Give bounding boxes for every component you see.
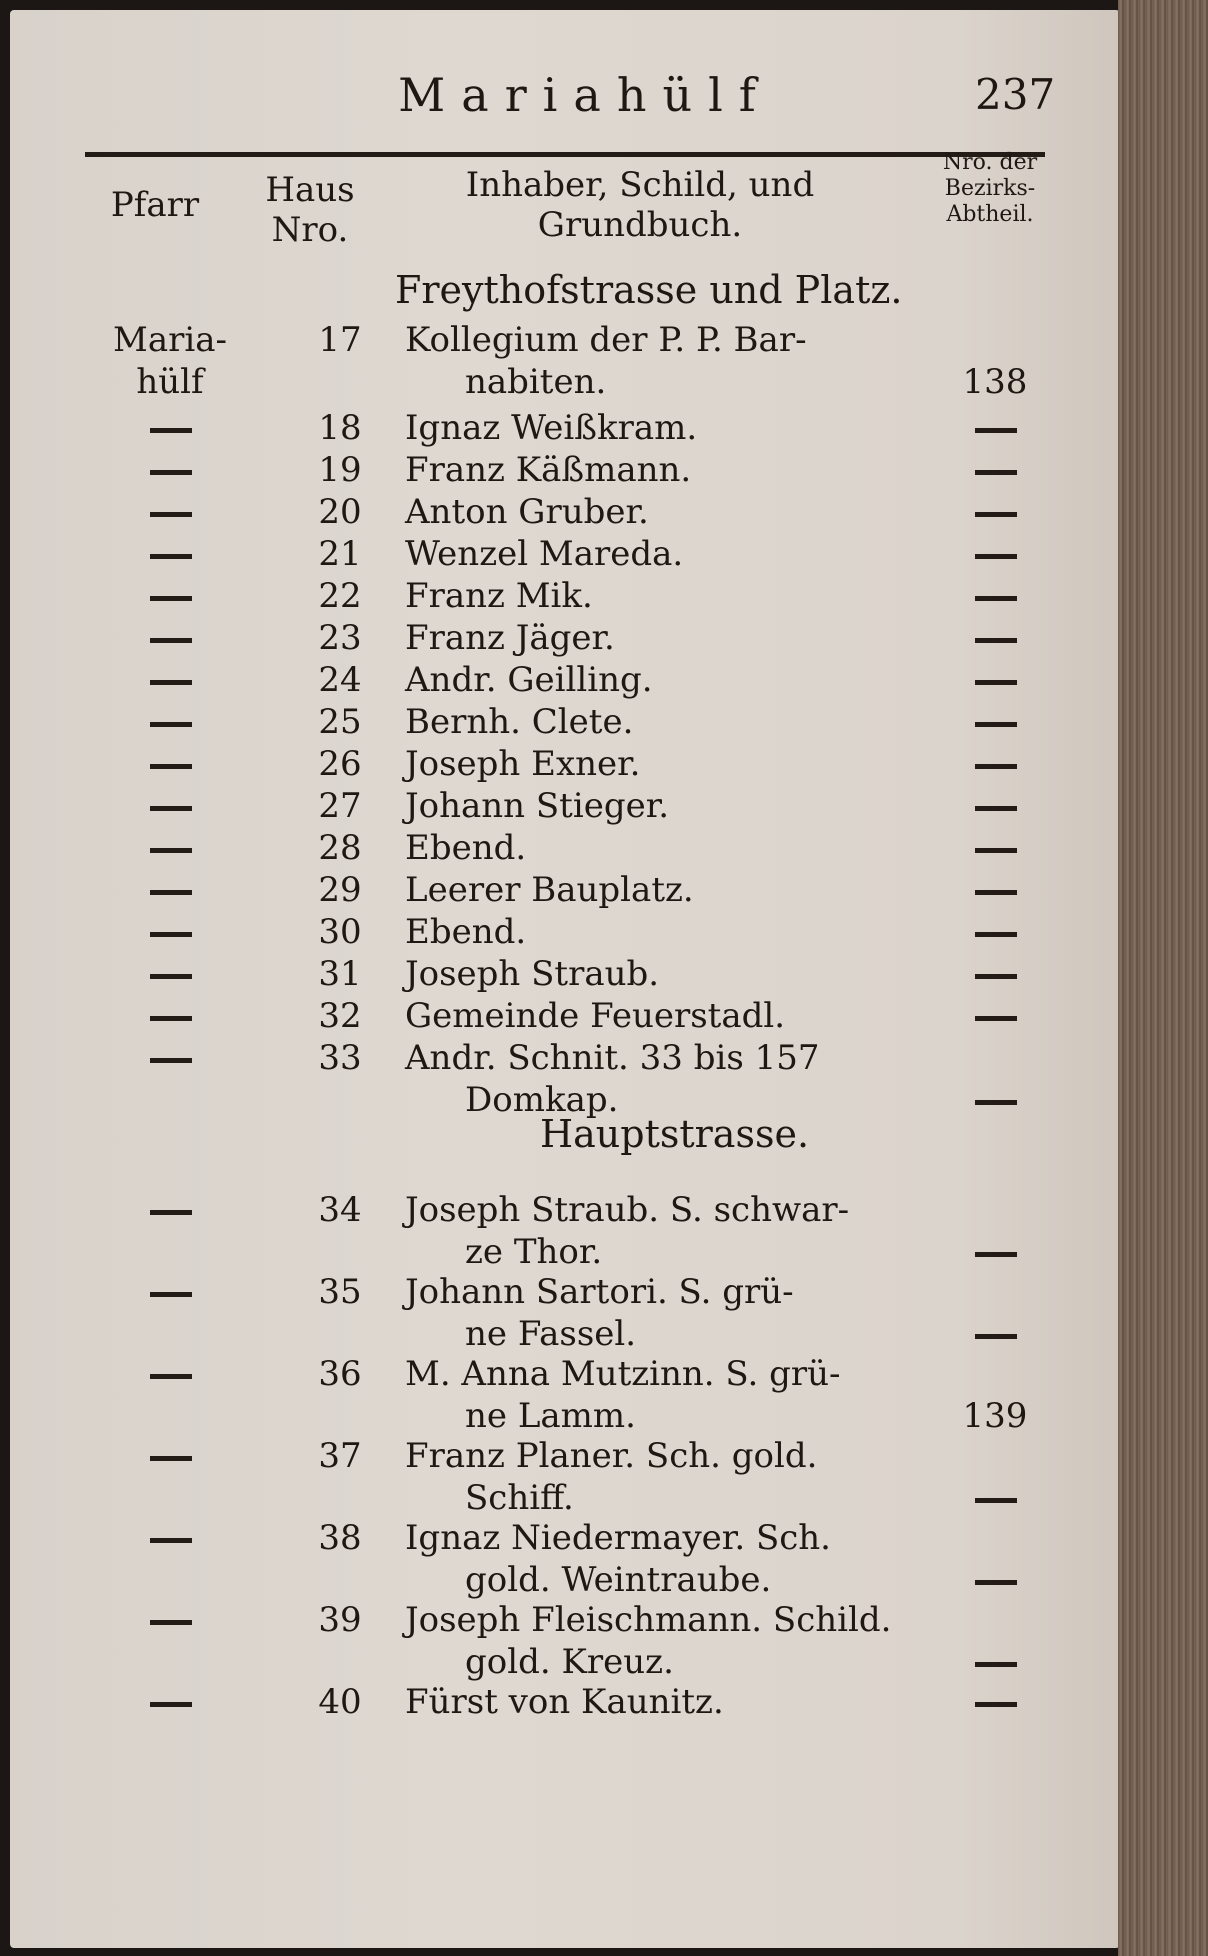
owner-name: Ignaz Niedermayer. Sch. — [405, 1518, 831, 1558]
house-number: 39 — [318, 1600, 362, 1640]
house-number: 22 — [318, 576, 362, 616]
pfarr-ditto-mark — [150, 596, 192, 601]
owner-name: Franz Jäger. — [405, 618, 615, 658]
owner-name: Ebend. — [405, 912, 527, 952]
bezirk-number: 138 — [962, 362, 1028, 402]
pfarr-ditto-mark — [150, 1016, 192, 1021]
owner-name: Leerer Bauplatz. — [405, 870, 694, 910]
owner-name: Franz Mik. — [405, 576, 593, 616]
house-number: 38 — [318, 1518, 362, 1558]
bezirk-ditto-mark — [975, 974, 1017, 979]
bezirk-ditto-mark — [975, 1100, 1017, 1105]
bezirk-ditto-mark — [975, 1662, 1017, 1667]
owner-name-continued: nabiten. — [465, 362, 607, 402]
house-number: 36 — [318, 1354, 362, 1394]
owner-name: Wenzel Mareda. — [405, 534, 684, 574]
pfarr-ditto-mark — [150, 1538, 192, 1543]
column-header-haus-nro: Haus Nro. — [265, 170, 355, 250]
owner-name: Joseph Fleischmann. Schild. — [405, 1600, 892, 1640]
owner-name: Andr. Geilling. — [405, 660, 653, 700]
owner-name-continued: ne Lamm. — [465, 1396, 636, 1436]
pfarr-ditto-mark — [150, 680, 192, 685]
column-header-inhaber: Inhaber, Schild, und Grundbuch. — [465, 165, 815, 245]
pfarr-ditto-mark — [150, 638, 192, 643]
pfarr-ditto-mark — [150, 470, 192, 475]
bezirk-ditto-mark — [975, 512, 1017, 517]
owner-name-continued: gold. Kreuz. — [465, 1642, 674, 1682]
owner-name: Bernh. Clete. — [405, 702, 634, 742]
column-header-pfarr: Pfarr — [110, 185, 200, 225]
pfarr-ditto-mark — [150, 806, 192, 811]
owner-name-continued: ze Thor. — [465, 1232, 603, 1272]
bezirk-ditto-mark — [975, 890, 1017, 895]
pfarr-ditto-mark — [150, 1292, 192, 1297]
house-number: 32 — [318, 996, 362, 1036]
pfarr-ditto-mark — [150, 428, 192, 433]
section-title-freythof: Freythofstrasse und Platz. — [395, 268, 903, 312]
pfarr-ditto-mark — [150, 848, 192, 853]
owner-name: Franz Planer. Sch. gold. — [405, 1436, 818, 1476]
pfarr-ditto-mark — [150, 764, 192, 769]
house-number: 21 — [318, 534, 362, 574]
house-number: 28 — [318, 828, 362, 868]
house-number: 27 — [318, 786, 362, 826]
book-edge — [1118, 0, 1208, 1956]
pfarr-ditto-mark — [150, 1702, 192, 1707]
owner-name: Andr. Schnit. 33 bis 157 — [405, 1038, 820, 1078]
bezirk-ditto-mark — [975, 1702, 1017, 1707]
house-number: 23 — [318, 618, 362, 658]
owner-name: Kollegium der P. P. Bar- — [405, 320, 807, 360]
owner-name: Gemeinde Feuerstadl. — [405, 996, 786, 1036]
house-number: 40 — [318, 1682, 362, 1722]
house-number: 18 — [318, 408, 362, 448]
pfarr-ditto-mark — [150, 1620, 192, 1625]
page-title: Mariahülf — [398, 68, 772, 122]
bezirk-ditto-mark — [975, 1334, 1017, 1339]
pfarr-cell-continued: hülf — [136, 362, 204, 402]
house-number: 25 — [318, 702, 362, 742]
owner-name: Ebend. — [405, 828, 527, 868]
owner-name: Franz Käßmann. — [405, 450, 692, 490]
bezirk-ditto-mark — [975, 596, 1017, 601]
house-number: 20 — [318, 492, 362, 532]
pfarr-cell: Maria- — [113, 320, 227, 360]
owner-name-continued: ne Fassel. — [465, 1314, 637, 1354]
bezirk-ditto-mark — [975, 1498, 1017, 1503]
owner-name: Joseph Straub. S. schwar- — [405, 1190, 850, 1230]
pfarr-ditto-mark — [150, 1058, 192, 1063]
house-number: 33 — [318, 1038, 362, 1078]
bezirk-ditto-mark — [975, 428, 1017, 433]
pfarr-ditto-mark — [150, 890, 192, 895]
bezirk-ditto-mark — [975, 680, 1017, 685]
house-number: 30 — [318, 912, 362, 952]
owner-name-continued: Domkap. — [465, 1080, 619, 1120]
house-number: 26 — [318, 744, 362, 784]
pfarr-ditto-mark — [150, 932, 192, 937]
bezirk-ditto-mark — [975, 848, 1017, 853]
owner-name-continued: Schiff. — [465, 1478, 574, 1518]
pfarr-ditto-mark — [150, 974, 192, 979]
bezirk-ditto-mark — [975, 806, 1017, 811]
bezirk-ditto-mark — [975, 932, 1017, 937]
bezirk-ditto-mark — [975, 764, 1017, 769]
bezirk-ditto-mark — [975, 554, 1017, 559]
pfarr-ditto-mark — [150, 722, 192, 727]
house-number: 31 — [318, 954, 362, 994]
bezirk-ditto-mark — [975, 1252, 1017, 1257]
house-number: 17 — [318, 320, 362, 360]
house-number: 19 — [318, 450, 362, 490]
section-title-hauptstrasse: Hauptstrasse. — [540, 1112, 810, 1156]
header-rule — [85, 152, 1045, 157]
column-header-bezirk: Nro. der Bezirks-Abtheil. — [942, 150, 1038, 227]
pfarr-ditto-mark — [150, 512, 192, 517]
bezirk-ditto-mark — [975, 638, 1017, 643]
pfarr-ditto-mark — [150, 554, 192, 559]
owner-name: Fürst von Kaunitz. — [405, 1682, 724, 1722]
house-number: 29 — [318, 870, 362, 910]
owner-name: Johann Sartori. S. grü- — [405, 1272, 794, 1312]
bezirk-number: 139 — [962, 1396, 1028, 1436]
house-number: 34 — [318, 1190, 362, 1230]
owner-name: Anton Gruber. — [405, 492, 649, 532]
page-number: 237 — [975, 70, 1056, 119]
bezirk-ditto-mark — [975, 470, 1017, 475]
owner-name: Johann Stieger. — [405, 786, 670, 826]
owner-name: Joseph Exner. — [405, 744, 641, 784]
owner-name-continued: gold. Weintraube. — [465, 1560, 772, 1600]
house-number: 24 — [318, 660, 362, 700]
bezirk-ditto-mark — [975, 1580, 1017, 1585]
bezirk-ditto-mark — [975, 1016, 1017, 1021]
pfarr-ditto-mark — [150, 1374, 192, 1379]
owner-name: M. Anna Mutzinn. S. grü- — [405, 1354, 841, 1394]
bezirk-ditto-mark — [975, 722, 1017, 727]
pfarr-ditto-mark — [150, 1210, 192, 1215]
house-number: 35 — [318, 1272, 362, 1312]
owner-name: Joseph Straub. — [405, 954, 660, 994]
pfarr-ditto-mark — [150, 1456, 192, 1461]
owner-name: Ignaz Weißkram. — [405, 408, 698, 448]
house-number: 37 — [318, 1436, 362, 1476]
